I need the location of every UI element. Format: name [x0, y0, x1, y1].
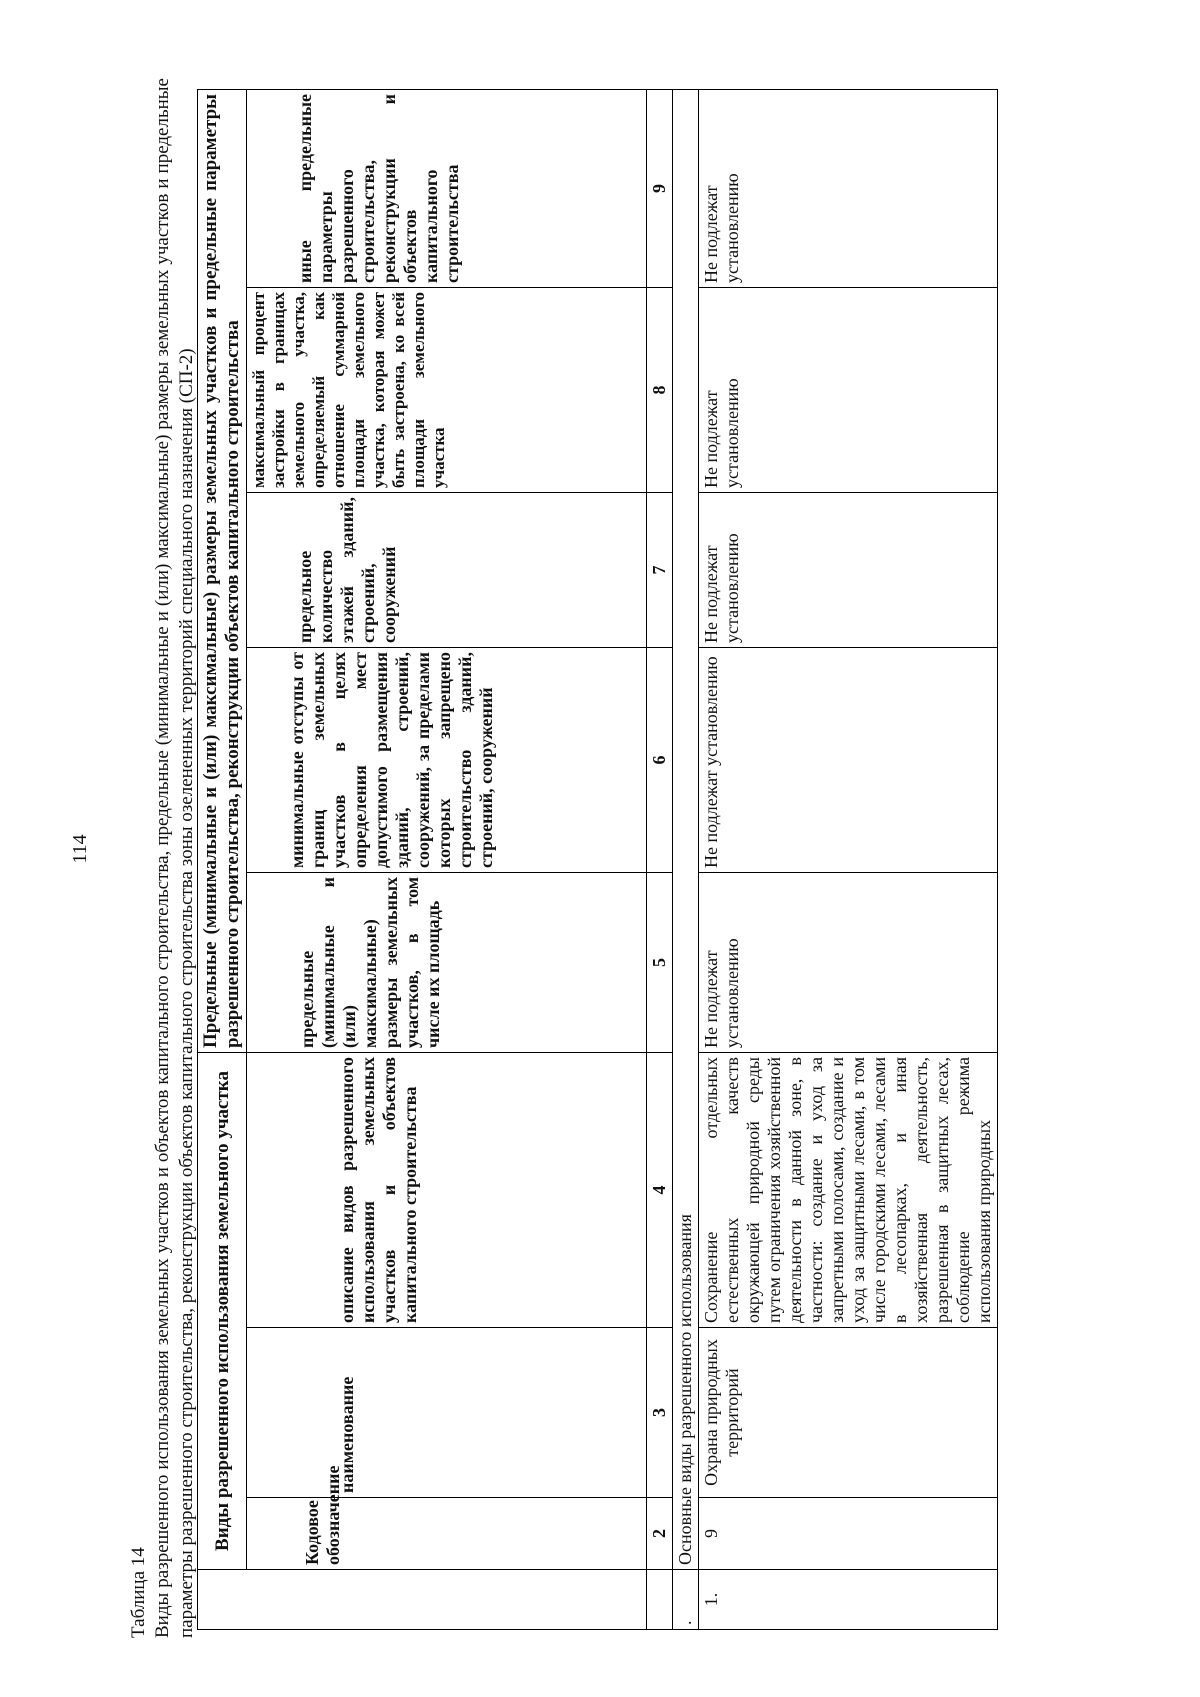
- column-number: 3: [647, 1328, 673, 1498]
- header-coverage: максимальный процент застройки в границах земельного участка, определяемый как отношение суммарной площади земельного участка, которая может быть застроена, ко всей площади земельного участка: [247, 287, 647, 492]
- header-other-params: иные предельные параметры разрешенного строительства, реконструкции и объектов капитального строительства: [247, 89, 647, 287]
- column-number: 2: [647, 1498, 673, 1570]
- permitted-use-table: [197, 89, 998, 1630]
- column-number: 9: [647, 89, 673, 287]
- column-number: 7: [647, 492, 673, 647]
- header-code: Кодовое обозначение: [247, 1498, 647, 1570]
- header-setbacks: минимальные отступы от границ земельных участков в целях определения мест допустимого размещения зданий, строений, сооружений, за пределами которых запрещено строительство зданий, строений, сооружений: [247, 647, 647, 872]
- row-code: 9: [699, 1498, 998, 1570]
- column-number: 5: [647, 872, 673, 1052]
- column-number: 4: [647, 1052, 673, 1327]
- table-label: Таблица 14: [128, 1547, 149, 1638]
- row-description: Сохранение отдельных естественных качеств окружающей природной среды путем ограничения хозяйственной деятельности в данной зоне, в частности: создание и уход за запретными полосами, создание и уход за защитными лесами, в том числе городскими лесами, лесами в лесопарках, и иная хозяйственная деятельность, разрешенная в защитных лесах, соблюдение режима использования природных: [699, 1052, 998, 1327]
- column-number: 8: [647, 287, 673, 492]
- section-mark: .: [673, 1570, 699, 1630]
- row-floors: Не подлежат установлению: [699, 492, 998, 647]
- header-plot-size: предельные (минимальные и (или) максимальные) размеры земельных участков, в том числе их площадь: [247, 872, 647, 1052]
- rotated-page-content: [105, 60, 1185, 1640]
- row-index: 1.: [699, 1570, 998, 1630]
- table-caption: [127, 78, 199, 1638]
- row-coverage: Не подлежат установлению: [699, 287, 998, 492]
- row-name: Охрана природных территорий: [699, 1328, 998, 1498]
- column-number-blank: [647, 1570, 673, 1630]
- header-index-cell: [198, 1570, 647, 1630]
- column-number: 6: [647, 647, 673, 872]
- page-number: 114: [69, 834, 91, 864]
- section-row: [673, 89, 699, 1629]
- row-other-params: Не подлежат установлению: [699, 89, 998, 287]
- table-title: Виды разрешенного использования земельных участков и объектов капитального строительства, предельные (минимальные и (или) максимальные) размеры земельных участков и предельные параметры разрешенного строительства, реконструкции объектов капитального строительства зоны озелененных территорий специального назначения (СП-2): [152, 78, 197, 1638]
- header-name: наименование: [247, 1328, 647, 1498]
- header-sub-row: [247, 89, 647, 1629]
- row-setbacks: Не подлежат установлению: [699, 647, 998, 872]
- header-description: описание видов разрешенного использования земельных участков и объектов капитального строительства: [247, 1052, 647, 1327]
- header-group-row: [198, 89, 247, 1629]
- row-plot-size: Не подлежат установлению: [699, 872, 998, 1052]
- section-label: Основные виды разрешенного использования: [673, 89, 699, 1569]
- header-floors: предельное количество этажей зданий, строений, сооружений: [247, 492, 647, 647]
- table-row: [699, 89, 998, 1629]
- column-numbers-row: [647, 89, 673, 1629]
- header-params: Предельные (минимальные и (или) максимальные) размеры земельных участков и предельные параметры разрешенного строительства, реконструкции объектов капитального строительства: [198, 89, 247, 1052]
- header-uses: Виды разрешенного использования земельного участка: [198, 1052, 247, 1569]
